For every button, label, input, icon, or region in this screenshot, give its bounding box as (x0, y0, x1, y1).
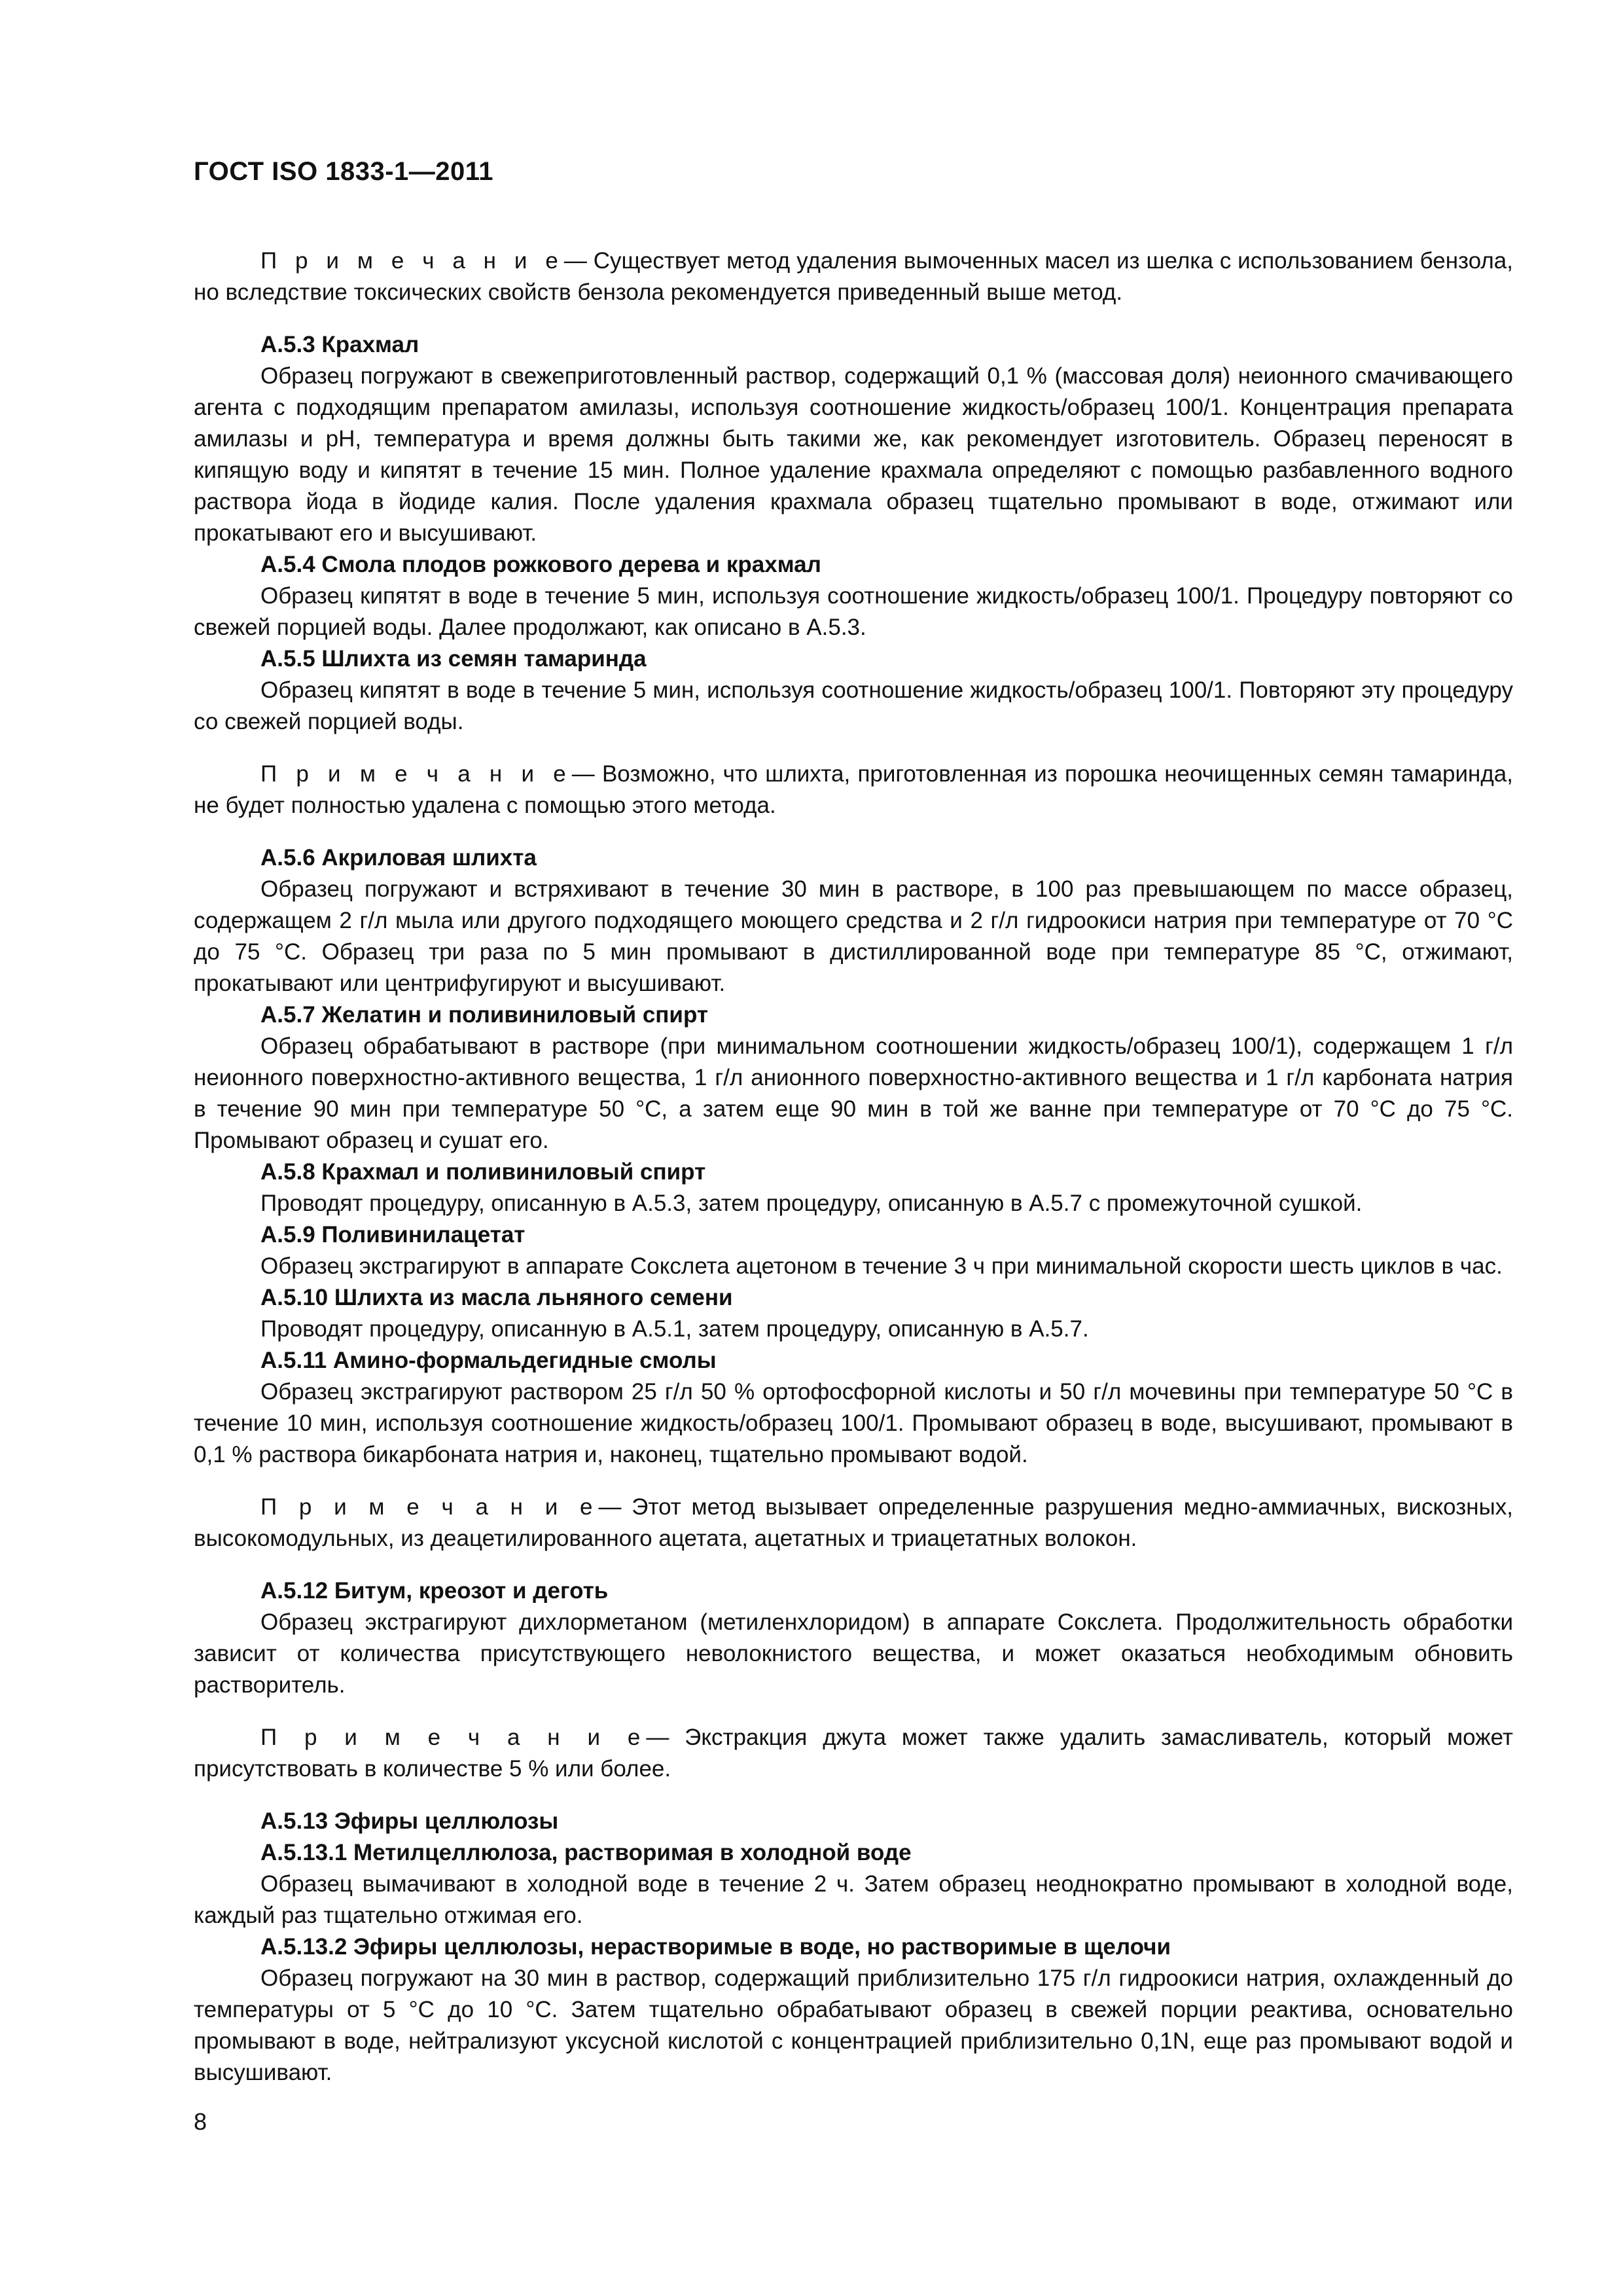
section-text-a512: Образец экстрагируют дихлорметаном (метиленхлоридом) в аппарате Сокслета. Продолжительность обработки зависит от количества присутствующего неволокнистого вещества, и может оказаться необходимым обновить растворитель. (194, 1609, 1513, 1698)
note-text: — Возможно, что шлихта, приготовленная из порошка неочищенных семян тамаринда, не будет полностью удалена с помощью этого метода. (194, 761, 1513, 818)
section-heading-a511: А.5.11 Амино-формальдегидные смолы (260, 1348, 717, 1373)
note-text: — Экстракция джута может также удалить замасливатель, который может присутствовать в количестве 5 % или более. (194, 1725, 1514, 1782)
section-heading-a58: А.5.8 Крахмал и поливиниловый спирт (260, 1159, 706, 1185)
section-text-a58: Проводят процедуру, описанную в А.5.3, затем процедуру, описанную в А.5.7 с промежуточной сушкой. (260, 1191, 1363, 1216)
section-text-a55: Образец кипятят в воде в течение 5 мин, используя соотношение жидкость/образец 100/1. Повторяют эту процедуру со свежей порцией воды. (194, 677, 1513, 734)
note-fiber-damage (194, 1492, 1513, 1554)
section-heading-a513: А.5.13 Эфиры целлюлозы (260, 1808, 559, 1834)
section-heading-a510: А.5.10 Шлихта из масла льняного семени (260, 1285, 733, 1310)
section-text-a53: Образец погружают в свежеприготовленный раствор, содержащий 0,1 % (массовая доля) неионного смачивающего агента с подходящим препаратом амилазы, используя соотношение жидкость/образец 100/1. Концентрация препарата амилазы и pH, температура и время должны быть такими же, как рекомендует изготовитель. Образец переносят в кипящую воду и кипятят в течение 15 мин. Полное удаление крахмала определяют с помощью разбавленного водного раствора йода в йодиде калия. После удаления крахмала образец тщательно промывают в воде, отжимают или прокатывают его и высушивают. (194, 363, 1513, 546)
section-text-a510: Проводят процедуру, описанную в А.5.1, затем процедуру, описанную в А.5.7. (260, 1316, 1089, 1342)
note-text: — Этот метод вызывает определенные разрушения медно-аммиачных, вискозных, высокомодульных, из деацетилированного ацетата, ацетатных и триацетатных волокон. (194, 1494, 1513, 1551)
section-heading-a53: А.5.3 Крахмал (260, 332, 419, 357)
section-heading-a57: А.5.7 Желатин и поливиниловый спирт (260, 1002, 709, 1028)
section-heading-a54: А.5.4 Смола плодов рожкового дерева и крахмал (260, 552, 821, 577)
note-silk-oils (194, 245, 1513, 308)
section-text-a56: Образец погружают и встряхивают в течение 30 мин в растворе, в 100 раз превышающем по массе образец, содержащем 2 г/л мыла или другого подходящего моющего средства и 2 г/л гидроокиси натрия при температуре от 70 °С до 75 °С. Образец три раза по 5 мин промывают в дистиллированной воде при температуре 85 °С, отжимают, прокатывают или центрифугируют и высушивают. (194, 876, 1513, 996)
section-text-a59: Образец экстрагируют в аппарате Сокслета ацетоном в течение 3 ч при минимальной скорости шесть циклов в час. (260, 1253, 1503, 1279)
document-page (194, 157, 1513, 2089)
section-heading-a5132: А.5.13.2 Эфиры целлюлозы, нерастворимые в воде, но растворимые в щелочи (260, 1934, 1171, 1960)
note-label: П р и м е ч а н и е (260, 248, 564, 274)
note-label: П р и м е ч а н и е (260, 761, 572, 787)
section-heading-a55: А.5.5 Шлихта из семян тамаринда (260, 646, 647, 672)
section-text-a57: Образец обрабатывают в растворе (при минимальном соотношении жидкость/образец 100/1), содержащем 1 г/л неионного поверхностно-активного вещества, 1 г/л анионного поверхностно-активного вещества и 1 г/л карбоната натрия в течение 90 мин при температуре 50 °С, а затем еще 90 мин в той же ванне при температуре от 70 °С до 75 °С. Промывают образец и сушат его. (194, 1033, 1513, 1153)
section-text-a5131: Образец вымачивают в холодной воде в течение 2 ч. Затем образец неоднократно промывают в холодной воде, каждый раз тщательно отжимая его. (194, 1871, 1513, 1928)
section-text-a5132: Образец погружают на 30 мин в раствор, содержащий приблизительно 175 г/л гидроокиси натрия, охлажденный до температуры от 5 °С до 10 °С. Затем тщательно обрабатывают образец в свежей порции реактива, основательно промывают в воде, нейтрализуют уксусной кислотой с концентрацией приблизительно 0,1N, еще раз промывают водой и высушивают. (194, 1965, 1513, 2085)
note-text: — Существует метод удаления вымоченных масел из шелка с использованием бензола, но вследствие токсических свойств бензола рекомендуется приведенный выше метод. (194, 248, 1513, 305)
note-jute (194, 1722, 1513, 1785)
note-label: П р и м е ч а н и е (260, 1725, 647, 1750)
page-number: 8 (194, 2108, 207, 2135)
section-heading-a512: А.5.12 Битум, креозот и деготь (260, 1578, 609, 1604)
section-text-a511: Образец экстрагируют раствором 25 г/л 50 % ортофосфорной кислоты и 50 г/л мочевины при температуре 50 °С в течение 10 мин, используя соотношение жидкость/образец 100/1. Промывают образец в воде, высушивают, промывают в 0,1 % раствора бикарбоната натрия и, наконец, тщательно промывают водой. (194, 1379, 1513, 1467)
section-text-a54: Образец кипятят в воде в течение 5 мин, используя соотношение жидкость/образец 100/1. Процедуру повторяют со свежей порцией воды. Далее продолжают, как описано в А.5.3. (194, 583, 1513, 640)
document-header: ГОСТ ISO 1833-1—2011 (194, 157, 494, 186)
note-tamarind (194, 759, 1513, 821)
section-heading-a56: А.5.6 Акриловая шлихта (260, 845, 537, 870)
note-label: П р и м е ч а н и е (260, 1494, 599, 1520)
section-heading-a5131: А.5.13.1 Метилцеллюлоза, растворимая в холодной воде (260, 1840, 912, 1865)
section-heading-a59: А.5.9 Поливинилацетат (260, 1222, 526, 1247)
